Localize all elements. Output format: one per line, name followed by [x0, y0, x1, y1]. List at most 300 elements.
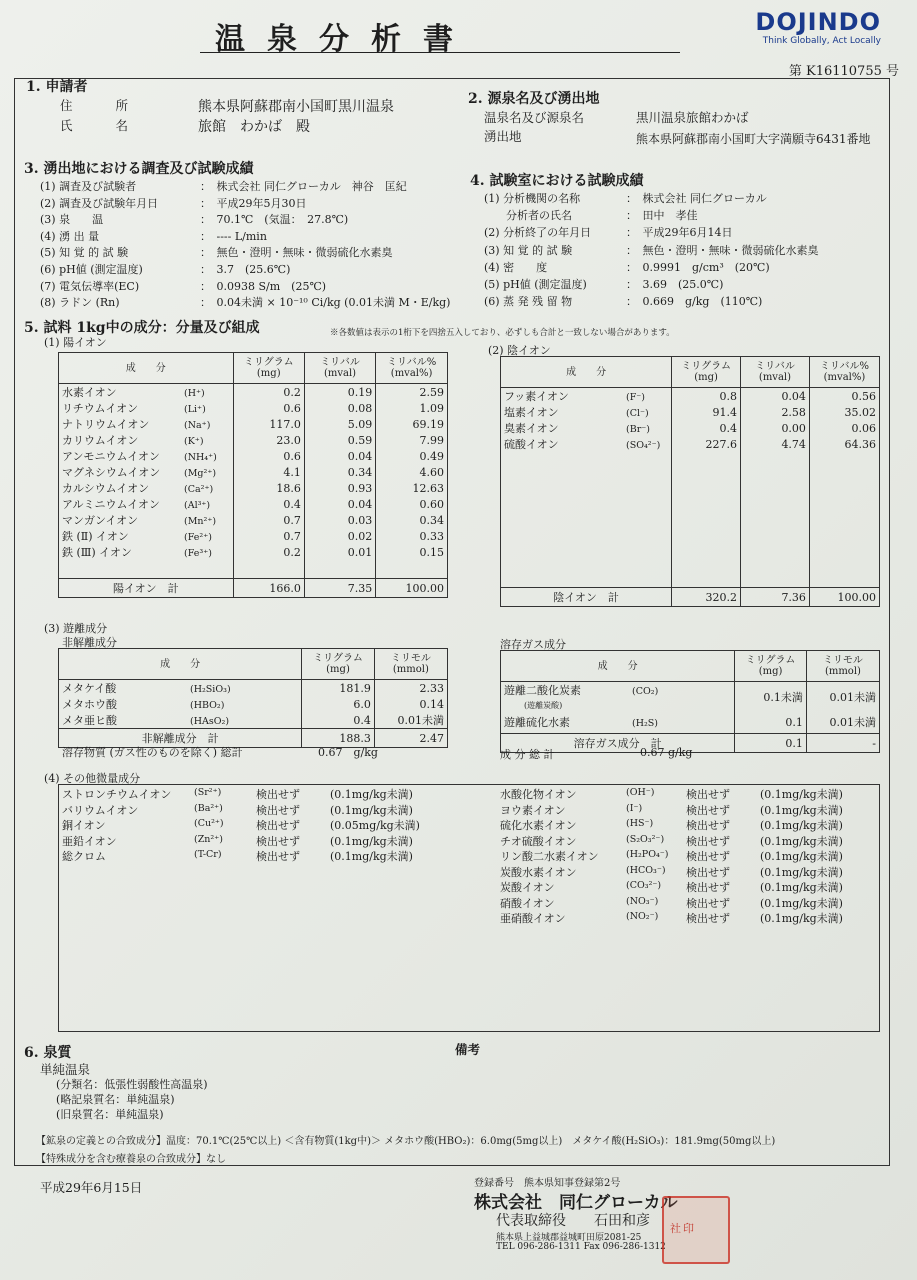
- ion-cell: [59, 432, 234, 448]
- ion-name: 鉄 (Ⅲ) イオン: [62, 546, 132, 559]
- spring-class-line: (分類名：低張性弱酸性高温泉): [56, 1078, 208, 1091]
- table-row: [59, 400, 448, 416]
- field-test-label: (1) 調査及び試験者: [40, 180, 137, 193]
- representative: 代表取締役 石田和彦: [496, 1213, 650, 1229]
- table-row: [501, 682, 880, 712]
- ion-cell: [501, 436, 672, 452]
- registration-number: 登録番号 熊本県知事登録第2号: [474, 1178, 621, 1189]
- value-mval: 0.04: [741, 388, 810, 405]
- trace-symbol: (T-Cr): [194, 849, 222, 860]
- trace-limit: (0.1mg/kg未満): [760, 850, 843, 863]
- component-symbol: (CO₂): [632, 686, 659, 697]
- col-mval-pct: [376, 353, 448, 384]
- lab-test-value: ： 田中 孝佳: [626, 209, 698, 223]
- ion-symbol: (Cl⁻): [626, 408, 649, 419]
- trace-result: 検出せず: [256, 819, 300, 832]
- value-mval: 0.03: [304, 512, 375, 528]
- lab-test-label: (5) pH値 (測定温度): [484, 278, 587, 291]
- field-test-value: ： 株式会社 同仁グローカル 神谷 匡紀: [200, 180, 407, 193]
- trace-symbol: (NO₂⁻): [626, 911, 659, 922]
- col-mmol: [806, 651, 879, 682]
- value-pct: 0.06: [809, 420, 879, 436]
- document-title: 温泉分析書: [215, 22, 475, 57]
- title-underline: [200, 52, 680, 53]
- col-component: 成 分: [59, 353, 234, 384]
- col-mg-unit: (mg): [694, 372, 718, 383]
- nondissoc-table: [58, 648, 448, 748]
- spring-old-line: (旧泉質名：単純温泉): [56, 1108, 164, 1121]
- ion-name: マグネシウムイオン: [62, 466, 161, 479]
- total-pct: 100.00: [376, 579, 448, 598]
- trace-result: 検出せず: [256, 834, 300, 848]
- value-mval: 0.00: [741, 420, 810, 436]
- anion-table: [500, 356, 880, 607]
- table-row: [59, 464, 448, 480]
- ion-symbol: (Fe²⁺): [184, 532, 212, 543]
- component-cell: [59, 696, 302, 712]
- value-mg: 0.4: [302, 712, 375, 729]
- value-mmol: 0.01未満: [374, 712, 447, 729]
- component-name: メタケイ酸: [62, 682, 117, 695]
- value-mg: 23.0: [233, 432, 304, 448]
- ion-symbol: (Na⁺): [184, 420, 211, 431]
- field-test-label: (6) pH値 (測定温度): [40, 263, 143, 276]
- table-row: [59, 416, 448, 432]
- value-mg: 0.2: [233, 384, 304, 401]
- value-mg: 0.1未満: [735, 682, 807, 712]
- value-pct: 35.02: [809, 404, 879, 420]
- trace-symbol: (Cu²⁺): [194, 818, 224, 829]
- component-cell: [59, 712, 302, 729]
- value-pct: 12.63: [376, 480, 448, 496]
- trace-name: 炭酸イオン: [500, 881, 555, 894]
- ion-name: フッ素イオン: [504, 390, 569, 403]
- value-mg: 0.6: [233, 400, 304, 416]
- filler-cell: [741, 452, 810, 588]
- table-row: [59, 512, 448, 528]
- value-mg: 0.2: [233, 544, 304, 560]
- value-mval: 0.01: [304, 544, 375, 560]
- trace-name: 硝酸イオン: [500, 896, 555, 910]
- field-test-value: ： 0.04未満 × 10⁻¹⁰ Ci/kg (0.01未満 M・E/kg): [200, 296, 451, 310]
- table-row: [59, 712, 448, 729]
- trace-limit: (0.1mg/kg未満): [760, 881, 843, 894]
- component-name: 遊離二酸化炭素: [504, 684, 581, 697]
- address-label: 住 所: [60, 98, 135, 113]
- trace-limit: (0.1mg/kg未満): [760, 788, 843, 801]
- trace-symbol: (Zn²⁺): [194, 833, 223, 845]
- col-mg: [302, 649, 375, 680]
- value-mmol: 0.01未満: [806, 711, 879, 734]
- component-cell: [59, 680, 302, 697]
- name-value: 旅館 わかば 殿: [198, 119, 310, 135]
- value-mval: 0.59: [304, 432, 375, 448]
- field-test-label: (4) 湧 出 量: [40, 229, 100, 243]
- field-test-value: ： ---- L/min: [200, 229, 267, 243]
- ion-symbol: (NH₄⁺): [184, 452, 217, 463]
- value-pct: 7.99: [376, 432, 448, 448]
- table-row: [59, 496, 448, 512]
- trace-name: 硫化水素イオン: [500, 819, 577, 832]
- trace-symbol: (OH⁻): [626, 787, 655, 798]
- ion-cell: [59, 400, 234, 416]
- col-pct-unit: (mval%): [823, 372, 866, 383]
- ion-name: 硫酸イオン: [504, 438, 559, 451]
- lab-test-value: ： 3.69 (25.0℃): [626, 278, 724, 291]
- applicant-heading: 1. 申請者: [26, 79, 88, 95]
- filler-row: [59, 560, 448, 579]
- total-label: 陽イオン 計: [59, 579, 234, 598]
- col-mmol-label: ミリモル: [822, 655, 863, 666]
- lab-test-label: (1) 分析機関の名称: [484, 192, 581, 205]
- value-pct: 0.33: [376, 528, 448, 544]
- trace-result: 検出せず: [686, 912, 730, 925]
- therapeutic-components: 【特殊成分を含む療養泉の合致成分】なし: [36, 1154, 226, 1165]
- value-mg: 0.1: [735, 711, 807, 734]
- component-symbol: (HAsO₂): [190, 716, 230, 727]
- lab-test-label: (6) 蒸 発 残 留 物: [484, 295, 573, 309]
- document-number: 第 K16110755 号: [788, 64, 899, 79]
- lab-test-value: ： 無色・澄明・無味・微弱硫化水素臭: [626, 243, 819, 257]
- company-phone: TEL 096-286-1311 Fax 096-286-1312: [496, 1242, 666, 1252]
- source-label: 温泉名及び源泉名: [484, 110, 585, 125]
- total-label: 溶存ガス成分 計: [501, 734, 735, 753]
- trace-result: 検出せず: [686, 896, 730, 910]
- trace-name: 亜鉛イオン: [62, 834, 117, 848]
- value-mg: 0.7: [233, 528, 304, 544]
- total-mval: 7.35: [304, 579, 375, 598]
- value-pct: 0.15: [376, 544, 448, 560]
- table-row: [501, 404, 880, 420]
- ion-cell: [501, 420, 672, 436]
- lab-test-value: ： 平成29年6月14日: [626, 226, 733, 240]
- lab-test-label: (4) 密 度: [484, 260, 548, 274]
- table-row: [59, 696, 448, 712]
- trace-result: 検出せず: [686, 803, 730, 817]
- filler-cell: [809, 452, 879, 588]
- component-symbol: (H₂SiO₃): [190, 684, 231, 695]
- trace-limit: (0.1mg/kg未満): [760, 834, 843, 848]
- source-heading: 2. 源泉名及び湧出地: [468, 91, 600, 107]
- trace-box: [58, 784, 880, 1032]
- value-pct: 0.34: [376, 512, 448, 528]
- lab-test-value: ： 0.669 g/kg (110℃): [626, 295, 763, 309]
- table-row: [501, 711, 880, 734]
- company-name: 株式会社 同仁グローカル: [474, 1193, 678, 1213]
- trace-name: リン酸二水素イオン: [500, 850, 599, 863]
- component-name: メタホウ酸: [62, 698, 117, 711]
- filler-cell: [233, 560, 304, 579]
- company-seal-stamp: [662, 1196, 730, 1264]
- trace-result: 検出せず: [686, 865, 730, 879]
- field-test-value: ： 0.0938 S/m (25℃): [200, 279, 327, 293]
- company-address: 熊本県上益城郡益城町田原2081-25: [496, 1233, 642, 1243]
- value-mval: 2.58: [741, 404, 810, 420]
- trace-symbol: (CO₃²⁻): [626, 880, 662, 891]
- trace-symbol: (Ba²⁺): [194, 802, 223, 814]
- field-test-value: ： 3.7 (25.6℃): [200, 263, 291, 276]
- ion-name: アンモニウムイオン: [62, 450, 160, 463]
- anion-label: (2) 陰イオン: [488, 344, 551, 357]
- col-component: 成 分: [59, 649, 302, 680]
- mineral-definition: 【鉱泉の定義との合致成分】温度：70.1℃(25℃以上) ＜含有物質(1kg中)＞ メタホウ酸(HBO₂)：6.0mg(5mg以上) メタケイ酸(H₂SiO₃)：181.9mg(50mg以上): [36, 1136, 776, 1147]
- col-mmol-label: ミリモル: [390, 653, 431, 664]
- field-test-label: (3) 泉 温: [40, 213, 104, 227]
- total-components-label: 成 分 総 計: [500, 748, 555, 761]
- trace-name: バリウムイオン: [62, 803, 139, 817]
- value-mg: 0.4: [233, 496, 304, 512]
- value-pct: 0.60: [376, 496, 448, 512]
- value-mg: 117.0: [233, 416, 304, 432]
- name-label: 氏 名: [60, 118, 135, 133]
- gas-table: [500, 650, 880, 753]
- total-mmol: -: [806, 734, 879, 753]
- trace-result: 検出せず: [256, 788, 300, 801]
- trace-result: 検出せず: [686, 819, 730, 832]
- ion-cell: [59, 448, 234, 464]
- col-mg-label: ミリグラム: [681, 361, 731, 372]
- trace-limit: (0.1mg/kg未満): [760, 819, 843, 832]
- trace-symbol: (HS⁻): [626, 818, 654, 829]
- trace-symbol: (HCO₃⁻): [626, 864, 666, 876]
- component-name: 遊離硫化水素: [504, 716, 570, 729]
- cation-label: (1) 陽イオン: [44, 336, 107, 349]
- ion-name: カリウムイオン: [62, 434, 139, 447]
- free-components-label: (3) 遊離成分: [44, 622, 108, 635]
- trace-symbol: (Sr²⁺): [194, 787, 222, 798]
- trace-name: 亜硝酸イオン: [500, 912, 566, 925]
- issue-date: 平成29年6月15日: [40, 1180, 143, 1195]
- col-mg-label: ミリグラム: [313, 653, 363, 664]
- col-component: 成 分: [501, 651, 735, 682]
- ion-name: 塩素イオン: [504, 406, 559, 419]
- trace-symbol: (NO₃⁻): [626, 895, 659, 907]
- value-mval: 0.04: [304, 496, 375, 512]
- trace-name: チオ硫酸イオン: [500, 834, 577, 848]
- table-row: [59, 448, 448, 464]
- component-name: メタ亜ヒ酸: [62, 714, 117, 727]
- trace-symbol: (I⁻): [626, 802, 643, 814]
- trace-result: 検出せず: [256, 850, 300, 863]
- filler-row: [501, 452, 880, 588]
- filler-cell: [59, 560, 234, 579]
- trace-limit: (0.1mg/kg未満): [760, 803, 843, 817]
- spring-short-line: (略記泉質名：単純温泉): [56, 1093, 175, 1106]
- table-row: [59, 544, 448, 560]
- col-mval-label: ミリバル: [320, 357, 360, 368]
- value-mval: 0.19: [304, 384, 375, 401]
- ion-cell: [59, 480, 234, 496]
- value-mmol: 0.14: [374, 696, 447, 712]
- logo-tagline: Think Globally, Act Locally: [762, 36, 881, 46]
- ion-symbol: (Al³⁺): [184, 500, 211, 511]
- value-pct: 69.19: [376, 416, 448, 432]
- value-mg: 0.4: [672, 420, 741, 436]
- table-row: [59, 480, 448, 496]
- col-mval-unit: (mval): [758, 372, 792, 383]
- filler-cell: [672, 452, 741, 588]
- trace-result: 検出せず: [686, 788, 730, 801]
- total-label: 陰イオン 計: [501, 588, 672, 607]
- trace-name: 銅イオン: [62, 819, 106, 832]
- value-mval: 5.09: [304, 416, 375, 432]
- field-test-value: ： 平成29年5月30日: [200, 196, 307, 210]
- seal-text: 社印: [670, 1222, 696, 1235]
- composition-note: ※各数値は表示の1桁下を四捨五入しており、必ずしも合計と一致しない場合があります。: [330, 328, 675, 338]
- col-mg: [233, 353, 304, 384]
- ion-name: リチウムイオン: [62, 402, 139, 415]
- field-test-heading: 3. 湧出地における調査及び試験成績: [24, 161, 254, 177]
- value-mg: 18.6: [233, 480, 304, 496]
- composition-heading: 5. 試料 1kg中の成分：分量及び組成: [24, 320, 260, 336]
- component-symbol: (HBO₂): [190, 700, 225, 711]
- value-pct: 1.09: [376, 400, 448, 416]
- ion-cell: [59, 496, 234, 512]
- value-mg: 6.0: [302, 696, 375, 712]
- component-cell: [501, 682, 735, 712]
- value-mval: 0.02: [304, 528, 375, 544]
- value-mval: 0.34: [304, 464, 375, 480]
- trace-name: 総クロム: [62, 850, 106, 863]
- trace-limit: (0.1mg/kg未満): [760, 912, 843, 925]
- ion-cell: [59, 464, 234, 480]
- trace-name: 炭酸水素イオン: [500, 865, 577, 879]
- ion-name: マンガンイオン: [62, 514, 139, 527]
- col-mmol-unit: (mmol): [824, 666, 861, 677]
- value-mg: 227.6: [672, 436, 741, 452]
- trace-limit: (0.1mg/kg未満): [760, 896, 843, 910]
- trace-name: ヨウ素イオン: [500, 803, 566, 817]
- field-test-label: (2) 調査及び試験年月日: [40, 196, 159, 210]
- total-mval: 7.36: [741, 588, 810, 607]
- field-test-value: ： 70.1℃ (気温： 27.8℃): [200, 213, 349, 227]
- value-pct: 0.56: [809, 388, 879, 405]
- ion-symbol: (H⁺): [184, 388, 205, 399]
- total-components-value: 0.67 g/kg: [640, 746, 693, 759]
- dissolved-value: 0.67 g/kg: [318, 746, 378, 759]
- trace-name: 水酸化物イオン: [500, 788, 577, 801]
- value-mg: 91.4: [672, 404, 741, 420]
- field-test-value: ： 無色・澄明・無味・微弱硫化水素臭: [200, 246, 393, 260]
- col-mmol: [374, 649, 447, 680]
- filler-cell: [501, 452, 672, 588]
- ion-symbol: (Fe³⁺): [184, 548, 212, 559]
- total-mg: 166.0: [233, 579, 304, 598]
- col-mval: [304, 353, 375, 384]
- filler-cell: [376, 560, 448, 579]
- location-value: 熊本県阿蘇郡南小国町大字満願寺6431番地: [636, 132, 871, 146]
- col-mval-unit: (mval): [323, 368, 357, 379]
- ion-symbol: (SO₄²⁻): [626, 440, 661, 451]
- col-mg-unit: (mg): [256, 368, 281, 379]
- col-mg-label: ミリグラム: [745, 655, 796, 666]
- value-mg: 0.6: [233, 448, 304, 464]
- trace-limit: (0.1mg/kg未満): [330, 850, 413, 863]
- address-value: 熊本県阿蘇郡南小国町黒川温泉: [198, 99, 394, 115]
- trace-limit: (0.1mg/kg未満): [330, 803, 413, 817]
- ion-name: アルミニウムイオン: [62, 498, 160, 511]
- ion-symbol: (Li⁺): [184, 404, 206, 415]
- ion-name: カルシウムイオン: [62, 482, 150, 495]
- trace-limit: (0.1mg/kg未満): [760, 865, 843, 879]
- ion-name: 水素イオン: [62, 386, 117, 399]
- ion-cell: [59, 544, 234, 560]
- total-mg: 0.1: [735, 734, 807, 753]
- value-mg: 0.8: [672, 388, 741, 405]
- trace-symbol: (H₂PO₄⁻): [626, 849, 669, 860]
- ion-cell: [501, 404, 672, 420]
- ion-cell: [59, 512, 234, 528]
- lab-test-value: ： 株式会社 同仁グローカル: [626, 192, 767, 205]
- lab-test-label: (3) 知 覚 的 試 験: [484, 243, 573, 257]
- value-mmol: 2.33: [374, 680, 447, 697]
- table-row: [59, 680, 448, 697]
- remarks-label: 備考: [455, 1042, 481, 1057]
- component-cell: [501, 711, 735, 734]
- value-mg: 0.7: [233, 512, 304, 528]
- col-mg: [735, 651, 807, 682]
- col-mval: [741, 357, 810, 388]
- table-row: [59, 432, 448, 448]
- ion-symbol: (K⁺): [184, 436, 204, 447]
- total-row: [59, 579, 448, 598]
- lab-test-label: 分析者の氏名: [484, 209, 572, 223]
- trace-symbol: (S₂O₃²⁻): [626, 833, 665, 845]
- ion-symbol: (Mn²⁺): [184, 516, 217, 527]
- ion-name: 鉄 (Ⅱ) イオン: [62, 530, 129, 543]
- trace-name: ストロンチウムイオン: [62, 788, 172, 801]
- value-pct: 4.60: [376, 464, 448, 480]
- col-pct-label: ミリバル%: [819, 361, 870, 372]
- lab-test-value: ： 0.9991 g/cm³ (20℃): [626, 260, 770, 274]
- table-row: [501, 436, 880, 452]
- trace-limit: (0.1mg/kg未満): [330, 788, 413, 801]
- ion-cell: [501, 388, 672, 405]
- total-label: 非解離成分 計: [59, 729, 302, 748]
- ion-symbol: (Br⁻): [626, 424, 650, 435]
- col-mg-unit: (mg): [758, 666, 783, 677]
- field-test-label: (8) ラドン (Rn): [40, 296, 120, 310]
- value-pct: 2.59: [376, 384, 448, 401]
- ion-cell: [59, 416, 234, 432]
- ion-symbol: (F⁻): [626, 392, 646, 403]
- value-mval: 0.93: [304, 480, 375, 496]
- dissolved-label: 溶存物質 (ガス性のものを除く) 総計: [62, 746, 243, 759]
- total-mg: 320.2: [672, 588, 741, 607]
- filler-cell: [304, 560, 375, 579]
- component-subname: (遊離炭酸): [524, 701, 563, 710]
- table-row: [501, 388, 880, 405]
- trace-result: 検出せず: [686, 834, 730, 848]
- col-mg: [672, 357, 741, 388]
- ion-cell: [59, 528, 234, 544]
- component-symbol: (H₂S): [632, 718, 659, 729]
- value-pct: 64.36: [809, 436, 879, 452]
- trace-result: 検出せず: [686, 881, 730, 894]
- field-test-label: (5) 知 覚 的 試 験: [40, 246, 129, 260]
- col-mg-unit: (mg): [326, 664, 350, 675]
- total-mmol: 2.47: [374, 729, 447, 748]
- col-pct-label: ミリバル%: [387, 357, 437, 368]
- ion-cell: [59, 384, 234, 401]
- company-logo: DOJINDO: [755, 8, 881, 36]
- value-mg: 4.1: [233, 464, 304, 480]
- value-pct: 0.49: [376, 448, 448, 464]
- col-component: 成 分: [501, 357, 672, 388]
- spring-type-main: 単純温泉: [40, 1062, 91, 1077]
- col-mmol-unit: (mmol): [392, 664, 429, 675]
- spring-type-heading: 6. 泉質: [24, 1045, 72, 1061]
